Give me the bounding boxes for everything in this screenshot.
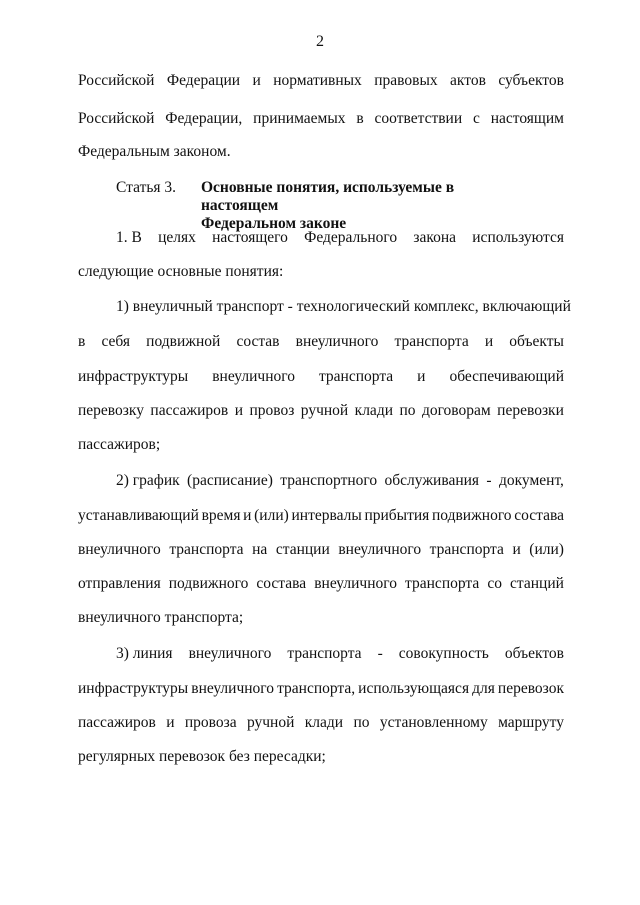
word: внеуличного: [78, 541, 161, 558]
word: обеспечивающий: [449, 368, 564, 385]
item1-line-2: [78, 333, 564, 351]
item3-line-3: [78, 714, 564, 732]
word: целях: [158, 229, 196, 246]
word: (или): [254, 507, 289, 524]
word: с: [472, 110, 480, 127]
word: клади: [354, 402, 393, 419]
word: Федерации,: [165, 110, 243, 127]
word: транспорта: [287, 645, 362, 662]
word: состава: [256, 575, 307, 592]
word: документ,: [498, 472, 564, 489]
word: со: [487, 575, 502, 592]
word: прибытия: [364, 507, 430, 524]
word: в: [356, 110, 364, 127]
word: используются: [472, 229, 564, 246]
word: 2) график: [116, 472, 180, 489]
word: и: [484, 333, 494, 350]
word: устанавливающий: [78, 507, 199, 524]
para1-line-2: следующие основные понятия:: [78, 263, 284, 280]
word: перевозок: [497, 680, 564, 697]
intro-line-3: Федеральным законом.: [78, 143, 231, 160]
word: правовых: [374, 72, 438, 89]
word: и: [252, 72, 261, 89]
word: инфраструктуры: [78, 368, 189, 385]
word: для: [472, 680, 495, 697]
word: настоящим: [490, 110, 564, 127]
item1-line-1: 1) внеуличный транспорт - технологический комплекс, включающий: [116, 298, 571, 315]
word: транспорта: [429, 541, 504, 558]
word: 1. В: [116, 229, 142, 246]
article-title-line-2: Федеральном законе: [201, 215, 347, 232]
word: в: [78, 333, 86, 350]
word: актов: [450, 72, 486, 89]
word: транспорта: [318, 368, 394, 385]
word: подвижного: [431, 507, 512, 524]
word: транспорта: [169, 541, 244, 558]
word: транспорта,: [277, 680, 356, 697]
word: внеуличного: [338, 541, 422, 558]
word: и: [417, 368, 426, 385]
word: и: [166, 714, 175, 731]
word: договорам: [421, 402, 491, 419]
word: внеуличного: [314, 575, 397, 592]
word: (или): [529, 541, 564, 558]
word: провоз: [249, 402, 295, 419]
item3-line-2: [78, 680, 564, 698]
item1-line-4: [78, 402, 564, 420]
word: провоза: [184, 714, 237, 731]
word: внеуличного: [212, 368, 295, 385]
word: -: [486, 472, 492, 489]
word: и: [243, 507, 252, 524]
word: ручной: [300, 402, 349, 419]
word: отправления: [78, 575, 161, 592]
word: транспорта: [394, 333, 469, 350]
word: транспорта: [405, 575, 480, 592]
word: Российской: [78, 110, 155, 127]
word: настоящего: [212, 229, 288, 246]
item2-line-3: [78, 541, 564, 559]
word: соответствии: [374, 110, 463, 127]
word: инфраструктуры: [78, 680, 189, 697]
word: внеуличного: [295, 333, 379, 350]
item3-line-4: регулярных перевозок без пересадки;: [78, 748, 326, 765]
word: Федерации: [166, 72, 241, 89]
word: маршруту: [498, 714, 564, 731]
word: ручной: [246, 714, 295, 731]
word: состава: [514, 507, 564, 524]
item1-line-5: пассажиров;: [78, 436, 161, 453]
para1-line-1: [116, 229, 564, 247]
article-label: Статья 3.: [116, 179, 177, 196]
word: по: [353, 714, 370, 731]
word: внеуличного: [188, 645, 272, 662]
word: субъектов: [498, 72, 564, 89]
word: Российской: [78, 72, 155, 89]
word: совокупность: [398, 645, 489, 662]
word: на: [252, 541, 268, 558]
word: подвижного: [168, 575, 249, 592]
word: принимаемых: [253, 110, 346, 127]
item2-line-1: [116, 472, 564, 490]
item2-line-5: внеуличного транспорта;: [78, 609, 244, 626]
word: себя: [101, 333, 131, 350]
article-title: [201, 179, 531, 233]
word: нормативных: [273, 72, 362, 89]
word: (расписание): [187, 472, 273, 489]
word: перевозки: [497, 402, 564, 419]
intro-line-1: [78, 72, 564, 90]
item2-line-4: [78, 575, 564, 593]
word: пассажиров: [78, 714, 156, 731]
word: станций: [510, 575, 564, 592]
word: использующаяся: [358, 680, 470, 697]
word: установленному: [379, 714, 488, 731]
word: -: [377, 645, 383, 662]
word: пассажиров: [150, 402, 229, 419]
word: обслуживания: [384, 472, 480, 489]
word: клади: [304, 714, 344, 731]
word: и: [512, 541, 521, 558]
item1-line-3: [78, 368, 564, 386]
page-number: 2: [316, 33, 324, 50]
intro-line-2: [78, 110, 564, 128]
word: по: [399, 402, 416, 419]
word: подвижной: [146, 333, 221, 350]
word: Федерального: [304, 229, 398, 246]
word: закона: [413, 229, 457, 246]
word: интервалы: [291, 507, 362, 524]
word: состав: [236, 333, 280, 350]
word: внеуличного: [191, 680, 275, 697]
word: транспортного: [280, 472, 378, 489]
word: 3) линия: [116, 645, 173, 662]
item2-line-2: [78, 507, 564, 525]
word: время: [201, 507, 241, 524]
word: перевозку: [78, 402, 144, 419]
word: и: [234, 402, 243, 419]
word: объектов: [504, 645, 564, 662]
word: станции: [275, 541, 330, 558]
item3-line-1: [116, 645, 564, 663]
article-title-line-1: Основные понятия, используемые в настоящем: [201, 179, 455, 214]
word: объекты: [509, 333, 564, 350]
